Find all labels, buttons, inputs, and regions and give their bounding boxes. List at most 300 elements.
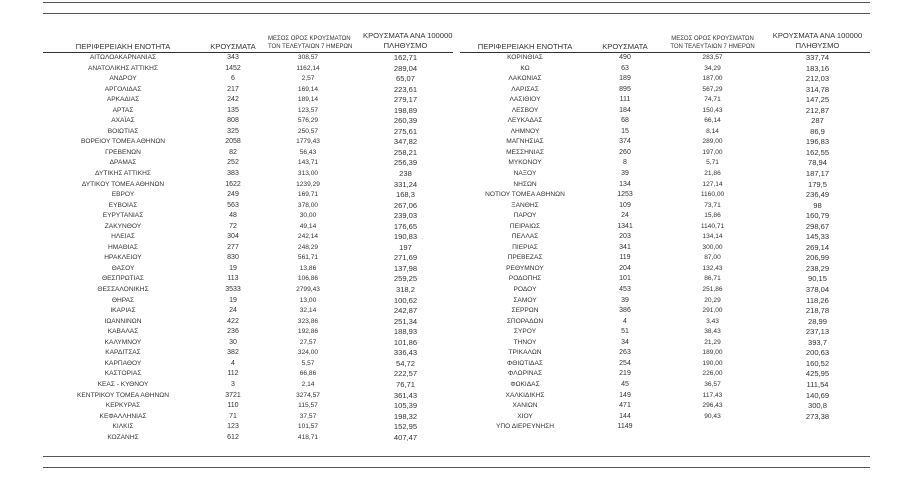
cell-region: ΧΑΛΚΙΔΙΚΗΣ <box>505 391 545 399</box>
cell-per100k: 337,74 <box>805 53 830 62</box>
table-row <box>43 85 453 96</box>
cell-avg7: 21,86 <box>704 170 721 178</box>
cell-avg7: 567,29 <box>702 85 723 93</box>
cell-avg7: 30,00 <box>299 212 317 220</box>
table-row <box>43 53 453 64</box>
cell-avg7: 56,43 <box>299 148 317 156</box>
cell-avg7: 2799,43 <box>296 286 320 294</box>
cell-per100k: 168,3 <box>395 190 415 200</box>
cell-cases: 144 <box>619 412 631 420</box>
cell-region: ΓΡΕΒΕΝΩΝ <box>105 148 141 156</box>
cell-avg7: 8,14 <box>706 127 719 135</box>
cell-region: ΠΑΡΟΥ <box>513 212 537 220</box>
cell-region: ΡΕΘΥΜΝΟΥ <box>506 264 544 272</box>
cell-cases: 304 <box>227 233 239 241</box>
cell-cases: 134 <box>619 180 631 188</box>
cell-region: ΚΑΣΤΟΡΙΑΣ <box>104 370 142 378</box>
table-row <box>460 211 870 222</box>
cell-region: ΚΕΝΤΡΙΚΟΥ ΤΟΜΕΑ ΑΘΗΝΩΝ <box>77 391 169 399</box>
cell-cases: 39 <box>621 170 629 178</box>
cell-region: ΗΛΕΙΑΣ <box>111 233 135 241</box>
cell-region: ΕΒΡΟΥ <box>111 191 135 199</box>
cell-region: ΒΟΡΕΙΟΥ ΤΟΜΕΑ ΑΘΗΝΩΝ <box>80 138 166 146</box>
header-region: ΠΕΡΙΦΕΡΕΙΑΚΗ ΕΝΟΤΗΤΑ <box>477 42 573 51</box>
cell-avg7: 13,86 <box>299 264 317 272</box>
cell-region: ΛΗΜΝΟΥ <box>510 127 540 135</box>
table-row <box>460 169 870 180</box>
cell-per100k: 198,32 <box>393 411 418 421</box>
cell-cases: 277 <box>227 243 239 251</box>
cell-cases: 808 <box>227 117 239 125</box>
table-row <box>460 201 870 212</box>
cell-avg7: 49,14 <box>299 222 317 230</box>
cell-avg7: 127,14 <box>702 180 723 188</box>
cell-region: ΜΕΣΣΗΝΙΑΣ <box>506 148 544 156</box>
table-row <box>43 348 453 359</box>
cell-region: ΔΥΤΙΚΗΣ ΑΤΤΙΚΗΣ <box>95 170 151 178</box>
header-per100k <box>770 31 865 51</box>
table-header-left <box>43 0 453 53</box>
cell-per100k: 289,04 <box>393 63 418 73</box>
table-row <box>460 137 870 148</box>
cell-per100k: 111,54 <box>806 379 829 389</box>
table-row <box>43 391 453 402</box>
cell-per100k: 314,78 <box>805 84 830 94</box>
cell-cases: 3533 <box>225 286 241 294</box>
cell-per100k: 393,7 <box>807 337 827 347</box>
cell-avg7: 34,29 <box>704 64 721 72</box>
cell-per100k: 275,61 <box>393 126 418 136</box>
cell-cases: 45 <box>621 380 629 388</box>
cell-cases: 471 <box>619 402 631 410</box>
cell-region: ΣΠΟΡΑΔΩΝ <box>506 317 544 325</box>
cell-region: ΚΑΡΠΑΘΟΥ <box>104 359 142 367</box>
cell-region: ΚΕΦΑΛΛΗΝΙΑΣ <box>99 412 147 420</box>
cell-cases: 260 <box>619 148 631 156</box>
cell-region: ΥΠΟ ΔΙΕΡΕΥΝΗΣΗ <box>496 423 554 431</box>
cell-avg7: 106,86 <box>297 275 319 283</box>
cell-per100k: 198,89 <box>393 105 418 115</box>
table-row <box>43 116 453 127</box>
table-row <box>460 253 870 264</box>
header-avg7 <box>268 35 353 51</box>
cell-region: ΕΥΡΥΤΑΝΙΑΣ <box>102 212 144 220</box>
cell-cases: 48 <box>229 212 237 220</box>
cell-per100k: 65,07 <box>395 74 415 84</box>
cell-per100k: 407,47 <box>393 432 418 442</box>
table-row <box>43 285 453 296</box>
cell-cases: 422 <box>227 317 239 325</box>
cell-cases: 15 <box>621 127 629 135</box>
cell-cases: 24 <box>621 212 629 220</box>
cell-per100k: 238 <box>399 169 412 179</box>
cell-cases: 111 <box>619 96 631 104</box>
cell-per100k: 218,78 <box>805 306 830 316</box>
cell-region: ΠΙΕΡΙΑΣ <box>512 243 538 251</box>
cell-cases: 325 <box>227 127 239 135</box>
cell-avg7: 296,43 <box>702 402 723 410</box>
cell-region: ΚΑΡΔΙΤΣΑΣ <box>105 349 141 357</box>
cell-region: ΤΗΝΟΥ <box>513 338 537 346</box>
cell-region: ΖΑΚΥΝΘΟΥ <box>104 222 142 230</box>
cell-per100k: 239,03 <box>393 211 418 221</box>
cell-region: ΕΥΒΟΙΑΣ <box>108 201 138 209</box>
cell-per100k: 242,87 <box>393 306 418 316</box>
cell-avg7: 1162,14 <box>296 64 320 72</box>
cell-cases: 236 <box>227 328 239 336</box>
cell-avg7: 324,00 <box>297 349 319 357</box>
cell-avg7: 1779,43 <box>296 138 320 146</box>
cell-avg7: 187,00 <box>702 75 723 83</box>
cell-per100k: 237,13 <box>805 327 830 337</box>
cell-cases: 1253 <box>617 191 633 199</box>
cell-per100k: 105,39 <box>393 401 418 411</box>
table-row <box>460 338 870 349</box>
header-per100k-line2: ΠΛΗΘΥΣΜΟ <box>795 41 840 50</box>
cell-region: ΑΝΔΡΟΥ <box>109 75 137 83</box>
cell-region: ΑΝΑΤΟΛΙΚΗΣ ΑΤΤΙΚΗΣ <box>88 64 158 72</box>
cell-avg7: 2,14 <box>301 380 315 388</box>
cell-avg7: 66,86 <box>299 370 317 378</box>
table-row <box>460 53 870 64</box>
cell-cases: 203 <box>619 233 631 241</box>
cell-region: ΦΘΙΩΤΙΔΑΣ <box>507 359 543 367</box>
cell-cases: 19 <box>229 296 237 304</box>
header-per100k-line1: ΚΡΟΥΣΜΑΤΑ ΑΝΑ 100000 <box>772 31 863 40</box>
cell-per100k: 54,72 <box>395 358 415 368</box>
table-row <box>43 222 453 233</box>
cell-cases: 30 <box>229 338 237 346</box>
cell-per100k: 100,62 <box>393 295 418 305</box>
cell-region: ΠΕΙΡΑΙΩΣ <box>509 222 541 230</box>
cell-per100k: 162,55 <box>805 147 830 157</box>
table-row <box>460 422 870 433</box>
cell-avg7: 169,14 <box>297 85 319 93</box>
cell-per100k: 90,15 <box>807 274 827 284</box>
cell-region: ΛΕΥΚΑΔΑΣ <box>507 117 543 125</box>
cell-per100k: 197 <box>399 242 412 252</box>
cell-per100k: 259,25 <box>393 274 418 284</box>
table-row <box>460 401 870 412</box>
cell-cases: 2058 <box>225 138 241 146</box>
cell-cases: 4 <box>231 359 235 367</box>
cell-per100k: 271,69 <box>393 253 418 263</box>
cell-per100k: 331,24 <box>393 179 418 189</box>
table-row <box>460 127 870 138</box>
cell-cases: 252 <box>227 159 239 167</box>
cell-cases: 123 <box>227 423 239 431</box>
cell-cases: 24 <box>229 307 237 315</box>
table-row <box>460 232 870 243</box>
cell-region: ΜΑΓΝΗΣΙΑΣ <box>506 138 544 146</box>
cell-per100k: 260,39 <box>393 116 418 126</box>
table-row <box>43 296 453 307</box>
cell-region: ΒΟΙΩΤΙΑΣ <box>107 127 139 135</box>
table-row <box>460 391 870 402</box>
header-cases: ΚΡΟΥΣΜΑΤΑ <box>602 42 648 51</box>
cell-per100k: 378,04 <box>805 285 830 295</box>
cell-per100k: 318,2 <box>395 285 415 295</box>
cell-region: ΦΩΚΙΔΑΣ <box>510 380 540 388</box>
cell-cases: 242 <box>227 96 239 104</box>
cell-region: ΙΚΑΡΙΑΣ <box>110 307 136 315</box>
cell-region: ΔΡΑΜΑΣ <box>109 159 137 167</box>
table-row <box>43 180 453 191</box>
cell-region: ΠΡΕΒΕΖΑΣ <box>507 254 543 262</box>
cell-avg7: 5,71 <box>706 159 719 167</box>
table-row <box>43 401 453 412</box>
table-row <box>460 106 870 117</box>
table-row <box>43 127 453 138</box>
cell-region: ΧΙΟΥ <box>517 412 533 420</box>
table-row <box>43 306 453 317</box>
header-per100k-line1: ΚΡΟΥΣΜΑΤΑ ΑΝΑ 100000 <box>363 31 453 40</box>
cell-avg7: 169,71 <box>297 191 319 199</box>
cell-per100k: 425,95 <box>805 369 830 379</box>
cell-avg7: 248,29 <box>297 243 319 251</box>
cell-avg7: 123,57 <box>297 106 319 114</box>
cell-region: ΤΡΙΚΑΛΩΝ <box>508 349 542 357</box>
cell-per100k: 183,16 <box>805 63 830 73</box>
table-row <box>43 169 453 180</box>
cell-cases: 113 <box>227 275 239 283</box>
table-row <box>460 95 870 106</box>
bottom-rule-1 <box>43 456 870 457</box>
cell-avg7: 90,43 <box>704 412 721 420</box>
cell-cases: 1341 <box>617 222 633 230</box>
cell-per100k: 336,43 <box>393 348 418 358</box>
cell-region: ΚΟΖΑΝΗΣ <box>107 433 139 441</box>
cell-per100k: 298,67 <box>805 221 830 231</box>
cell-avg7: 150,43 <box>702 106 723 114</box>
table-row <box>460 158 870 169</box>
cell-cases: 263 <box>619 349 631 357</box>
cell-avg7: 13,00 <box>299 296 317 304</box>
cell-avg7: 115,57 <box>298 402 318 410</box>
cell-region: ΧΑΝΙΩΝ <box>512 402 538 410</box>
cell-per100k: 152,95 <box>393 422 418 432</box>
cell-region: ΘΕΣΠΡΩΤΙΑΣ <box>101 275 145 283</box>
table-row <box>43 380 453 391</box>
cell-region: ΑΡΓΟΛΙΔΑΣ <box>104 85 142 93</box>
cell-region: ΚΩ <box>520 64 530 72</box>
cell-cases: 249 <box>227 191 239 199</box>
cell-cases: 189 <box>619 75 631 83</box>
table-row <box>460 327 870 338</box>
header-avg7-line1: ΜΕΣΟΣ ΟΡΟΣ ΚΡΟΥΣΜΑΤΩΝ <box>268 36 351 42</box>
cell-avg7: 300,00 <box>702 243 723 251</box>
cell-region: ΛΑΣΙΘΙΟΥ <box>509 96 541 104</box>
cell-per100k: 86,9 <box>810 126 825 136</box>
cell-avg7: 289,00 <box>702 138 723 146</box>
cell-cases: 101 <box>619 275 631 283</box>
cell-region: ΑΧΑΪΑΣ <box>111 117 135 125</box>
cell-cases: 254 <box>619 359 631 367</box>
cell-per100k: 269,14 <box>805 242 830 252</box>
table-row <box>460 85 870 96</box>
table-row <box>460 296 870 307</box>
cell-region: ΙΩΑΝΝΙΝΩΝ <box>104 317 142 325</box>
cell-per100k: 147,25 <box>805 95 830 105</box>
cell-per100k: 287 <box>811 116 824 126</box>
table-row <box>460 317 870 328</box>
cell-cases: 8 <box>623 159 627 167</box>
cell-avg7: 66,14 <box>704 117 721 125</box>
table-row <box>460 180 870 191</box>
cell-cases: 490 <box>619 54 631 61</box>
cell-region: ΗΡΑΚΛΕΙΟΥ <box>104 254 142 262</box>
table-row <box>43 317 453 328</box>
cell-avg7: 378,00 <box>297 201 319 209</box>
cell-avg7: 192,86 <box>297 328 319 336</box>
table-row <box>43 211 453 222</box>
cell-per100k: 256,39 <box>393 158 418 168</box>
table-row <box>460 274 870 285</box>
cell-region: ΚΕΡΚΥΡΑΣ <box>105 402 141 410</box>
cell-cases: 149 <box>619 391 631 399</box>
cell-avg7: 291,00 <box>702 307 723 315</box>
cell-region: ΛΑΡΙΣΑΣ <box>511 85 539 93</box>
cell-cases: 184 <box>619 106 631 114</box>
table-row <box>43 433 453 444</box>
cell-avg7: 27,57 <box>299 338 317 346</box>
cell-cases: 72 <box>229 222 237 230</box>
table-row <box>43 243 453 254</box>
cell-cases: 4 <box>623 317 627 325</box>
cell-avg7: 1140,71 <box>700 222 725 230</box>
table-row <box>460 285 870 296</box>
cell-region: ΚΟΡΙΝΘΙΑΣ <box>507 54 543 61</box>
cell-per100k: 76,71 <box>395 379 415 389</box>
cell-avg7: 189,14 <box>297 96 319 104</box>
cell-avg7: 21,29 <box>704 338 721 346</box>
table-row <box>43 232 453 243</box>
table-body-left <box>43 53 453 443</box>
cell-per100k: 145,33 <box>805 232 830 242</box>
table-row <box>43 369 453 380</box>
cell-avg7: 86,71 <box>704 275 721 283</box>
table-row <box>460 222 870 233</box>
cell-per100k: 279,17 <box>393 95 418 105</box>
cell-per100k: 162,71 <box>393 53 418 62</box>
cell-cases: 110 <box>227 402 239 410</box>
table-row <box>43 327 453 338</box>
cell-region: ΣΑΜΟΥ <box>513 296 537 304</box>
table-row <box>460 64 870 75</box>
cell-per100k: 176,65 <box>393 221 418 231</box>
table-row <box>460 380 870 391</box>
cell-avg7: 242,14 <box>297 233 319 241</box>
table-row <box>43 106 453 117</box>
cell-cases: 374 <box>619 138 631 146</box>
cell-per100k: 188,93 <box>393 327 418 337</box>
cell-per100k: 187,17 <box>805 169 830 179</box>
cell-cases: 204 <box>619 264 631 272</box>
table-body-right <box>460 53 870 433</box>
cell-avg7: 283,57 <box>702 54 723 61</box>
cell-region: ΝΑΞΟΥ <box>513 170 537 178</box>
cell-per100k: 137,98 <box>393 263 418 273</box>
cell-avg7: 20,29 <box>704 296 721 304</box>
cell-avg7: 117,43 <box>702 391 723 399</box>
header-region: ΠΕΡΙΦΕΡΕΙΑΚΗ ΕΝΟΤΗΤΑ <box>75 42 171 51</box>
cell-cases: 3 <box>231 380 235 388</box>
cell-region: ΚΕΑΣ - ΚΥΘΝΟΥ <box>97 380 149 388</box>
cell-region: ΛΕΣΒΟΥ <box>511 106 539 114</box>
cell-per100k: 190,83 <box>393 232 418 242</box>
cell-region: ΦΛΩΡΙΝΑΣ <box>507 370 543 378</box>
table-row <box>43 64 453 75</box>
cell-per100k: 222,57 <box>393 369 418 379</box>
cell-per100k: 196,83 <box>805 137 830 147</box>
cell-cases: 219 <box>619 370 631 378</box>
cell-cases: 109 <box>619 201 631 209</box>
cell-per100k: 236,49 <box>805 190 830 200</box>
header-avg7-line1: ΜΕΣΟΣ ΟΡΟΣ ΚΡΟΥΣΜΑΤΩΝ <box>671 36 754 42</box>
table-row <box>43 74 453 85</box>
cell-per100k: 347,82 <box>393 137 418 147</box>
cell-cases: 6 <box>231 75 235 83</box>
cell-per100k: 238,29 <box>805 263 830 273</box>
cell-per100k: 98 <box>813 200 822 210</box>
cell-cases: 1452 <box>225 64 241 72</box>
cell-region: ΣΥΡΟΥ <box>513 328 537 336</box>
cell-per100k: 251,34 <box>393 316 418 326</box>
cell-cases: 135 <box>227 106 239 114</box>
bottom-rule-2 <box>43 467 870 468</box>
cell-region: ΝΗΣΩΝ <box>513 180 537 188</box>
cell-cases: 563 <box>227 201 239 209</box>
cell-avg7: 1239,29 <box>296 180 320 188</box>
cell-per100k: 267,06 <box>393 200 418 210</box>
cell-cases: 830 <box>227 254 239 262</box>
cell-cases: 343 <box>227 54 239 61</box>
cell-cases: 383 <box>227 170 239 178</box>
cell-region: ΗΜΑΘΙΑΣ <box>108 243 138 251</box>
table-row <box>460 412 870 423</box>
cell-cases: 1149 <box>617 423 633 431</box>
cell-region: ΚΙΛΚΙΣ <box>112 423 134 431</box>
cell-avg7: 74,71 <box>704 96 721 104</box>
cell-per100k: 212,87 <box>805 105 830 115</box>
cell-per100k: 300,8 <box>807 401 827 411</box>
table-row <box>43 95 453 106</box>
cell-avg7: 2,57 <box>301 75 315 83</box>
cell-avg7: 3274,57 <box>296 391 320 399</box>
cell-region: ΡΟΔΟΥ <box>513 286 537 294</box>
cell-region: ΜΥΚΟΝΟΥ <box>508 159 542 167</box>
cell-per100k: 160,52 <box>805 358 830 368</box>
cell-cases: 71 <box>229 412 237 420</box>
table-row <box>460 190 870 201</box>
cell-region: ΛΑΚΩΝΙΑΣ <box>508 75 542 83</box>
cell-per100k: 361,43 <box>393 390 418 400</box>
table-row <box>460 306 870 317</box>
cell-region: ΚΑΛΥΜΝΟΥ <box>104 338 142 346</box>
cell-avg7: 5,57 <box>301 359 315 367</box>
cell-region: ΚΑΒΑΛΑΣ <box>107 328 139 336</box>
cell-per100k: 200,63 <box>805 348 830 358</box>
cell-avg7: 73,71 <box>704 201 721 209</box>
cell-cases: 34 <box>621 338 629 346</box>
cell-region: ΘΕΣΣΑΛΟΝΙΚΗΣ <box>97 286 149 294</box>
table-row <box>460 148 870 159</box>
cell-avg7: 308,57 <box>297 54 319 61</box>
cell-region: ΘΗΡΑΣ <box>111 296 135 304</box>
cell-per100k: 28,99 <box>807 316 827 326</box>
table-row <box>460 359 870 370</box>
header-per100k-line2: ΠΛΗΘΥΣΜΟ <box>383 41 428 50</box>
